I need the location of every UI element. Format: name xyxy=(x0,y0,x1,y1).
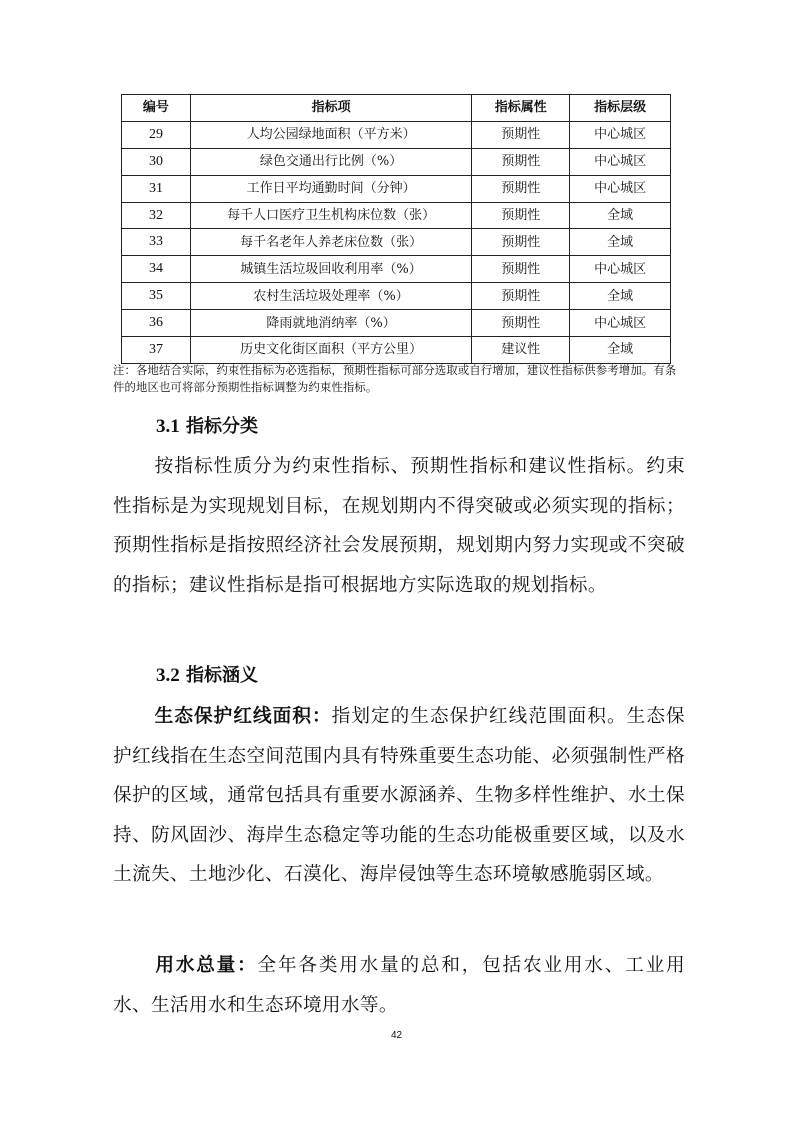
table-note: 注：各地结合实际，约束性指标为必选指标，预期性指标可部分选取或自行增加，建议性指标供参考增加。有条件的地区也可将部分预期性指标调整为约束性指标。 xyxy=(113,364,677,394)
section-title: 指标分类 xyxy=(186,416,259,437)
row-number: 34 xyxy=(122,256,191,283)
row-indicator: 每千名老年人养老床位数（张） xyxy=(190,229,471,256)
row-attribute: 建议性 xyxy=(472,337,570,364)
table-row xyxy=(122,256,671,283)
table-row xyxy=(122,121,671,148)
section-title: 指标涵义 xyxy=(186,665,259,686)
section-number: 3.2 xyxy=(156,665,180,686)
row-indicator: 历史文化街区面积（平方公里） xyxy=(190,337,471,364)
row-level: 中心城区 xyxy=(570,148,671,175)
row-number: 32 xyxy=(122,202,191,229)
page-number: 42 xyxy=(390,1030,403,1041)
table-row xyxy=(122,148,671,175)
table-row xyxy=(122,229,671,256)
header-number: 编号 xyxy=(122,95,191,122)
indicator-table xyxy=(121,94,671,364)
row-attribute: 预期性 xyxy=(472,310,570,337)
row-number: 33 xyxy=(122,229,191,256)
header-level: 指标层级 xyxy=(570,95,671,122)
table-header-row xyxy=(122,95,671,122)
row-number: 29 xyxy=(122,121,191,148)
term-water-use: 用水总量： xyxy=(154,955,258,976)
row-level: 全域 xyxy=(570,229,671,256)
row-indicator: 城镇生活垃圾回收利用率（%） xyxy=(190,256,471,283)
row-level: 全域 xyxy=(570,337,671,364)
row-indicator: 每千人口医疗卫生机构床位数（张） xyxy=(190,202,471,229)
paragraph-text: 按指标性质分为约束性指标、预期性指标和建议性指标。约束性指标是为实现规划目标，在规划期内不得突破或必须实现的指标；预期性指标是指按照经济社会发展预期，规划期内努力实现或不突破的指标；建议性指标是指可根据地方实际选取的规划指标。 xyxy=(113,456,685,596)
row-attribute: 预期性 xyxy=(472,229,570,256)
table-row xyxy=(122,202,671,229)
table-row xyxy=(122,337,671,364)
row-level: 全域 xyxy=(570,202,671,229)
table-row xyxy=(122,283,671,310)
section-heading-3-2 xyxy=(156,661,258,687)
header-indicator: 指标项 xyxy=(190,95,471,122)
row-level: 中心城区 xyxy=(570,121,671,148)
paragraph-indicator-classification xyxy=(113,447,685,605)
row-number: 35 xyxy=(122,283,191,310)
row-number: 30 xyxy=(122,148,191,175)
row-number: 37 xyxy=(122,337,191,364)
row-attribute: 预期性 xyxy=(472,256,570,283)
row-number: 36 xyxy=(122,310,191,337)
row-level: 中心城区 xyxy=(570,310,671,337)
term-ecological-redline: 生态保护红线面积： xyxy=(154,706,332,727)
table-row xyxy=(122,175,671,202)
row-attribute: 预期性 xyxy=(472,175,570,202)
row-indicator: 绿色交通出行比例（%） xyxy=(190,148,471,175)
header-attribute: 指标属性 xyxy=(472,95,570,122)
paragraph-ecological-redline xyxy=(113,697,685,895)
row-number: 31 xyxy=(122,175,191,202)
row-level: 全域 xyxy=(570,283,671,310)
paragraph-text: 指划定的生态保护红线范围面积。生态保护红线指在生态空间范围内具有特殊重要生态功能、必须强制性严格保护的区域，通常包括具有重要水源涵养、生物多样性维护、水土保持、防风固沙、海岸生态稳定等功能的生态功能极重要区域，以及水土流失、土地沙化、石漠化、海岸侵蚀等生态环境敏感脆弱区域。 xyxy=(113,706,685,885)
row-level: 中心城区 xyxy=(570,175,671,202)
row-attribute: 预期性 xyxy=(472,121,570,148)
row-attribute: 预期性 xyxy=(472,202,570,229)
row-attribute: 预期性 xyxy=(472,148,570,175)
row-attribute: 预期性 xyxy=(472,283,570,310)
row-indicator: 农村生活垃圾处理率（%） xyxy=(190,283,471,310)
section-heading-3-1 xyxy=(156,412,258,438)
row-indicator: 人均公园绿地面积（平方米） xyxy=(190,121,471,148)
row-level: 中心城区 xyxy=(570,256,671,283)
row-indicator: 降雨就地消纳率（%） xyxy=(190,310,471,337)
paragraph-text: 全年各类用水量的总和，包括农业用水、工业用水、生活用水和生态环境用水等。 xyxy=(113,955,685,1016)
section-number: 3.1 xyxy=(156,416,180,437)
table-row xyxy=(122,310,671,337)
row-indicator: 工作日平均通勤时间（分钟） xyxy=(190,175,471,202)
paragraph-water-use xyxy=(113,946,685,1025)
